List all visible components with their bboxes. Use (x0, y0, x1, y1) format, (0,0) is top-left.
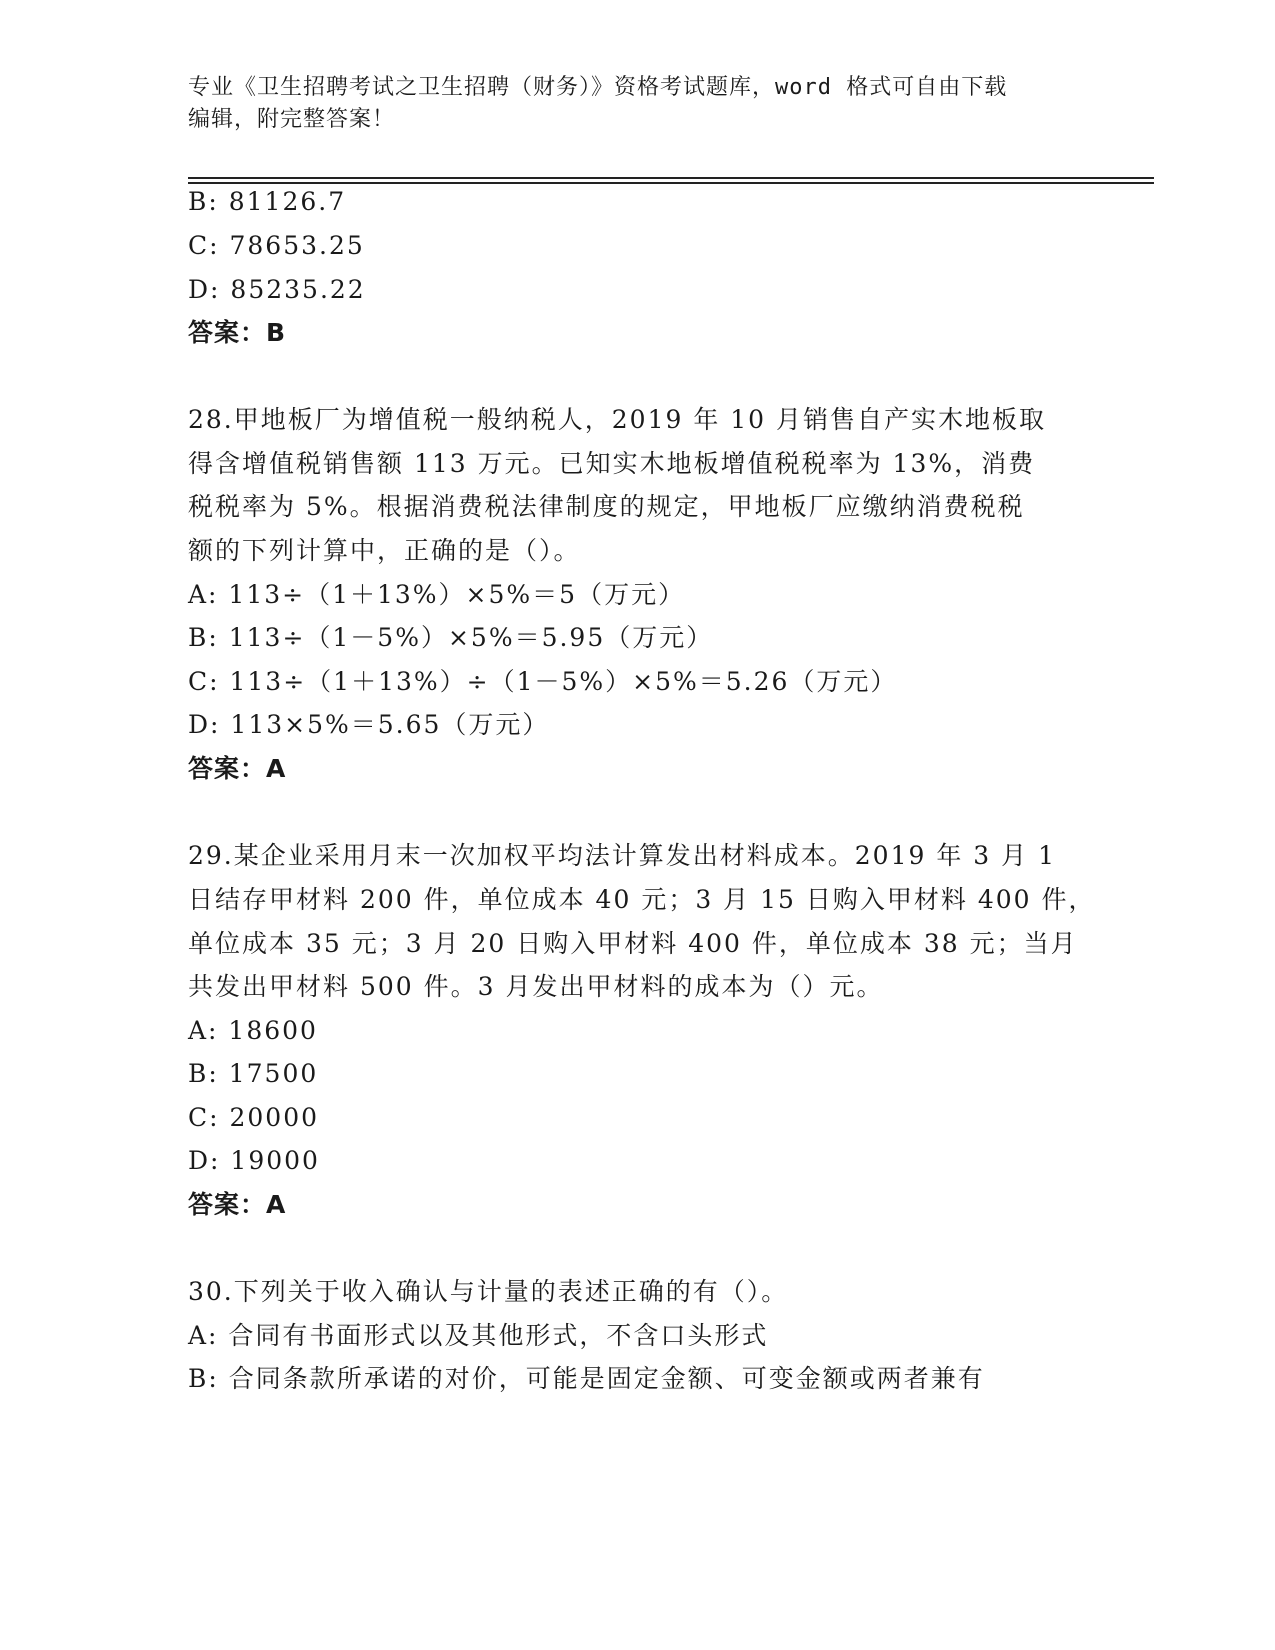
question-29-option-a: A: 18600 (188, 1016, 318, 1045)
question-28-answer: 答案：A (188, 754, 287, 783)
question-29-stem-line-1: 29.某企业采用月末一次加权平均法计算发出材料成本。2019 年 3 月 1 (188, 841, 1056, 870)
question-29-stem-line-4: 共发出甲材料 500 件。3 月发出甲材料的成本为（）元。 (188, 972, 884, 1001)
option-c: C: 78653.25 (188, 231, 365, 260)
question-28-stem-line-2: 得含增值税销售额 113 万元。已知实木地板增值税税率为 13%，消费 (188, 449, 1036, 478)
question-28-option-d: D: 113×5%＝5.65（万元） (188, 710, 550, 739)
question-29-stem-line-2: 日结存甲材料 200 件，单位成本 40 元；3 月 15 日购入甲材料 400 件， (188, 885, 1096, 914)
question-29-stem-line-3: 单位成本 35 元；3 月 20 日购入甲材料 400 件，单位成本 38 元；当月 (188, 929, 1078, 958)
option-d: D: 85235.22 (188, 275, 366, 304)
question-28-option-a: A: 113÷（1＋13%）×5%＝5（万元） (188, 580, 686, 609)
header-line-2: 编辑，附完整答案！ (188, 107, 396, 132)
header-line-1: 专业《卫生招聘考试之卫生招聘（财务）》资格考试题库，word 格式可自由下载 (188, 75, 1008, 100)
question-28-option-b: B: 113÷（1－5%）×5%＝5.95（万元） (188, 623, 714, 652)
question-29-option-c: C: 20000 (188, 1103, 320, 1132)
answer-label: 答案：B (188, 318, 287, 347)
header-divider-top (188, 177, 1154, 179)
question-30-option-a: A: 合同有书面形式以及其他形式，不含口头形式 (188, 1321, 769, 1350)
question-30-stem-line-1: 30.下列关于收入确认与计量的表述正确的有（）。 (188, 1277, 789, 1306)
option-b: B: 81126.7 (188, 187, 347, 216)
question-28-stem-line-3: 税税率为 5%。根据消费税法律制度的规定，甲地板厂应缴纳消费税税 (188, 492, 1025, 521)
document-header (188, 72, 1088, 136)
question-28-stem-line-4: 额的下列计算中，正确的是（）。 (188, 536, 581, 565)
question-28-stem-line-1: 28.甲地板厂为增值税一般纳税人，2019 年 10 月销售自产实木地板取 (188, 405, 1047, 434)
question-29-option-b: B: 17500 (188, 1059, 319, 1088)
question-30-option-b: B: 合同条款所承诺的对价，可能是固定金额、可变金额或两者兼有 (188, 1364, 985, 1393)
header-divider-bottom (188, 182, 1154, 184)
question-29-answer: 答案：A (188, 1190, 287, 1219)
question-29-option-d: D: 19000 (188, 1146, 320, 1175)
question-28-option-c: C: 113÷（1＋13%）÷（1－5%）×5%＝5.26（万元） (188, 667, 898, 696)
